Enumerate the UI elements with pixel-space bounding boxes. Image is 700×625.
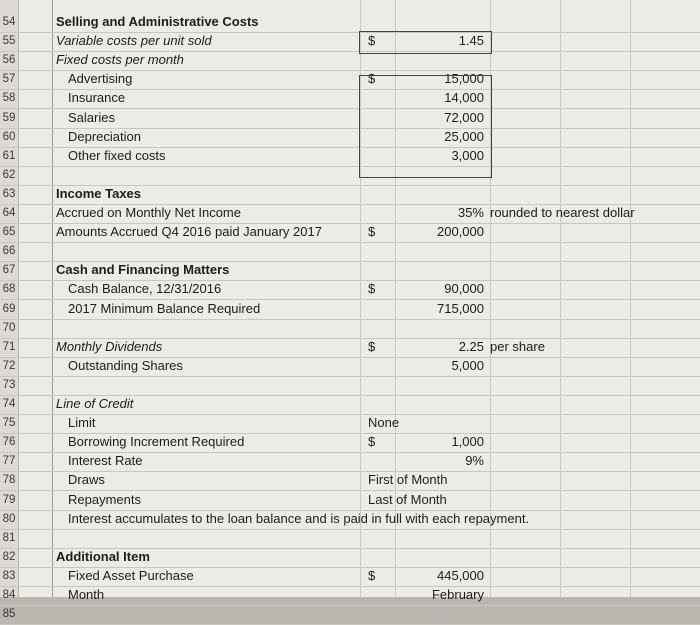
row-number[interactable]: 73: [2, 378, 16, 391]
value-cell[interactable]: 3,000: [451, 147, 484, 163]
spreadsheet-row: [0, 375, 700, 396]
currency-cell[interactable]: $: [368, 71, 376, 87]
spreadsheet-row: [0, 12, 700, 33]
currency-cell[interactable]: First of Month: [368, 472, 448, 488]
row-number[interactable]: 55: [2, 35, 16, 48]
value-cell[interactable]: 9%: [465, 453, 484, 469]
currency-cell[interactable]: $: [368, 434, 376, 450]
value-cell[interactable]: 90,000: [444, 281, 484, 297]
row-label[interactable]: Insurance: [68, 90, 126, 106]
row-number[interactable]: 68: [2, 283, 16, 296]
row-label[interactable]: Additional Item: [56, 548, 150, 564]
spreadsheet-row: [0, 337, 700, 358]
row-number[interactable]: 74: [2, 398, 16, 410]
row-number[interactable]: 71: [2, 340, 16, 353]
row-label[interactable]: Fixed costs per month: [56, 52, 184, 68]
spreadsheet-row: [0, 203, 700, 224]
value-cell[interactable]: 35%: [457, 205, 484, 220]
row-number[interactable]: 78: [2, 474, 16, 487]
row-label[interactable]: Salaries: [68, 109, 115, 125]
value-cell[interactable]: February: [431, 587, 484, 602]
row-label[interactable]: Cash Balance, 12/31/2016: [68, 281, 222, 297]
currency-cell[interactable]: None: [368, 415, 400, 431]
row-number[interactable]: 81: [2, 531, 16, 544]
spreadsheet-row: [0, 451, 700, 472]
row-number[interactable]: 82: [2, 550, 16, 563]
row-label[interactable]: Month: [68, 587, 105, 602]
row-number[interactable]: 75: [2, 417, 16, 430]
row-label[interactable]: Income Taxes: [56, 185, 142, 201]
spreadsheet-row: [0, 318, 700, 339]
value-cell[interactable]: 25,000: [444, 128, 484, 144]
spreadsheet-row: [0, 432, 700, 453]
spreadsheet-row: [0, 299, 700, 320]
value-cell[interactable]: 200,000: [437, 224, 484, 240]
value-cell[interactable]: 445,000: [437, 567, 484, 583]
row-number[interactable]: 83: [2, 569, 16, 582]
row-number[interactable]: 65: [2, 226, 16, 239]
input-cell-border: [359, 75, 492, 178]
row-label[interactable]: Monthly Dividends: [56, 338, 163, 354]
spreadsheet-row: [0, 88, 700, 109]
row-label[interactable]: Limit: [68, 415, 96, 431]
spreadsheet-row: [0, 509, 700, 530]
row-number[interactable]: 77: [2, 455, 16, 468]
spreadsheet-row: [0, 69, 700, 90]
row-number[interactable]: 76: [2, 436, 16, 449]
row-number[interactable]: 62: [2, 168, 16, 181]
value-cell[interactable]: 14,000: [444, 90, 484, 106]
row-label[interactable]: Interest accumulates to the loan balance and is paid in full with each repayment.: [68, 510, 530, 526]
row-number[interactable]: 70: [2, 321, 16, 334]
row-number[interactable]: 72: [2, 359, 16, 372]
spreadsheet-row: [0, 585, 700, 606]
spreadsheet-row: [0, 50, 700, 71]
spreadsheet-row: [0, 547, 700, 568]
row-label[interactable]: Variable costs per unit sold: [56, 33, 212, 49]
spreadsheet-row: [0, 127, 700, 148]
row-number[interactable]: 79: [2, 493, 16, 506]
row-label[interactable]: Other fixed costs: [68, 147, 166, 163]
currency-cell[interactable]: $: [368, 338, 376, 354]
note-cell[interactable]: per share: [490, 338, 545, 354]
spreadsheet-row: [0, 222, 700, 243]
value-cell[interactable]: 72,000: [444, 109, 484, 125]
spreadsheet-row: [0, 413, 700, 434]
currency-cell[interactable]: Last of Month: [368, 491, 447, 507]
spreadsheet-row: [0, 241, 700, 262]
row-number[interactable]: 67: [2, 264, 16, 277]
currency-cell[interactable]: $: [368, 224, 376, 240]
row-number[interactable]: 69: [2, 302, 16, 315]
spreadsheet-row: [0, 394, 700, 415]
spreadsheet-row: [0, 490, 700, 511]
spreadsheet-row: [0, 604, 700, 625]
value-cell[interactable]: 15,000: [444, 71, 484, 87]
spreadsheet-row: [0, 184, 700, 205]
spreadsheet-row: [0, 356, 700, 377]
row-number[interactable]: 66: [2, 245, 16, 258]
row-number[interactable]: 80: [2, 512, 16, 525]
spreadsheet-row: [0, 108, 700, 129]
spreadsheet-row: [0, 566, 700, 587]
note-cell[interactable]: rounded to nearest dollar: [490, 205, 635, 220]
row-number[interactable]: 57: [2, 73, 16, 86]
row-number[interactable]: 54: [2, 16, 16, 28]
spreadsheet-row: [0, 470, 700, 491]
row-label[interactable]: Cash and Financing Matters: [56, 262, 230, 278]
value-cell[interactable]: 2.25: [458, 338, 484, 354]
row-label[interactable]: Interest Rate: [68, 453, 143, 469]
row-number[interactable]: 56: [2, 54, 16, 67]
input-cell-border: [359, 31, 492, 54]
row-number[interactable]: 85: [2, 608, 16, 621]
spreadsheet-row: [0, 260, 700, 281]
row-number[interactable]: 63: [2, 187, 16, 200]
spreadsheet-row: [0, 165, 700, 186]
row-number[interactable]: 58: [2, 92, 16, 105]
currency-cell[interactable]: $: [368, 281, 376, 297]
row-number[interactable]: 60: [2, 130, 16, 143]
currency-cell[interactable]: $: [368, 567, 376, 583]
row-label[interactable]: Selling and Administrative Costs: [56, 14, 259, 29]
row-number[interactable]: 61: [2, 149, 16, 162]
row-label[interactable]: Depreciation: [68, 128, 141, 144]
value-cell[interactable]: 5,000: [451, 357, 484, 373]
row-label[interactable]: 2017 Minimum Balance Required: [68, 300, 261, 316]
value-cell[interactable]: 1,000: [451, 434, 484, 450]
row-label[interactable]: Amounts Accrued Q4 2016 paid January 2017: [56, 224, 322, 240]
row-label[interactable]: Repayments: [68, 491, 141, 507]
row-label[interactable]: Fixed Asset Purchase: [68, 567, 194, 583]
row-number[interactable]: 84: [2, 589, 16, 601]
row-label[interactable]: Accrued on Monthly Net Income: [56, 205, 241, 220]
spreadsheet-row: [0, 279, 700, 300]
spreadsheet-row: [0, 146, 700, 167]
row-label[interactable]: Draws: [68, 472, 105, 488]
value-cell[interactable]: 715,000: [437, 300, 484, 316]
row-number[interactable]: 64: [2, 207, 16, 219]
spreadsheet-row: [0, 528, 700, 549]
row-label[interactable]: Outstanding Shares: [68, 357, 183, 373]
row-label[interactable]: Line of Credit: [56, 396, 134, 411]
row-label[interactable]: Borrowing Increment Required: [68, 434, 245, 450]
currency-cell[interactable]: $: [368, 33, 376, 49]
spreadsheet-row: [0, 31, 700, 52]
value-cell[interactable]: 1.45: [458, 33, 484, 49]
row-label[interactable]: Advertising: [68, 71, 133, 87]
row-number[interactable]: 59: [2, 111, 16, 124]
